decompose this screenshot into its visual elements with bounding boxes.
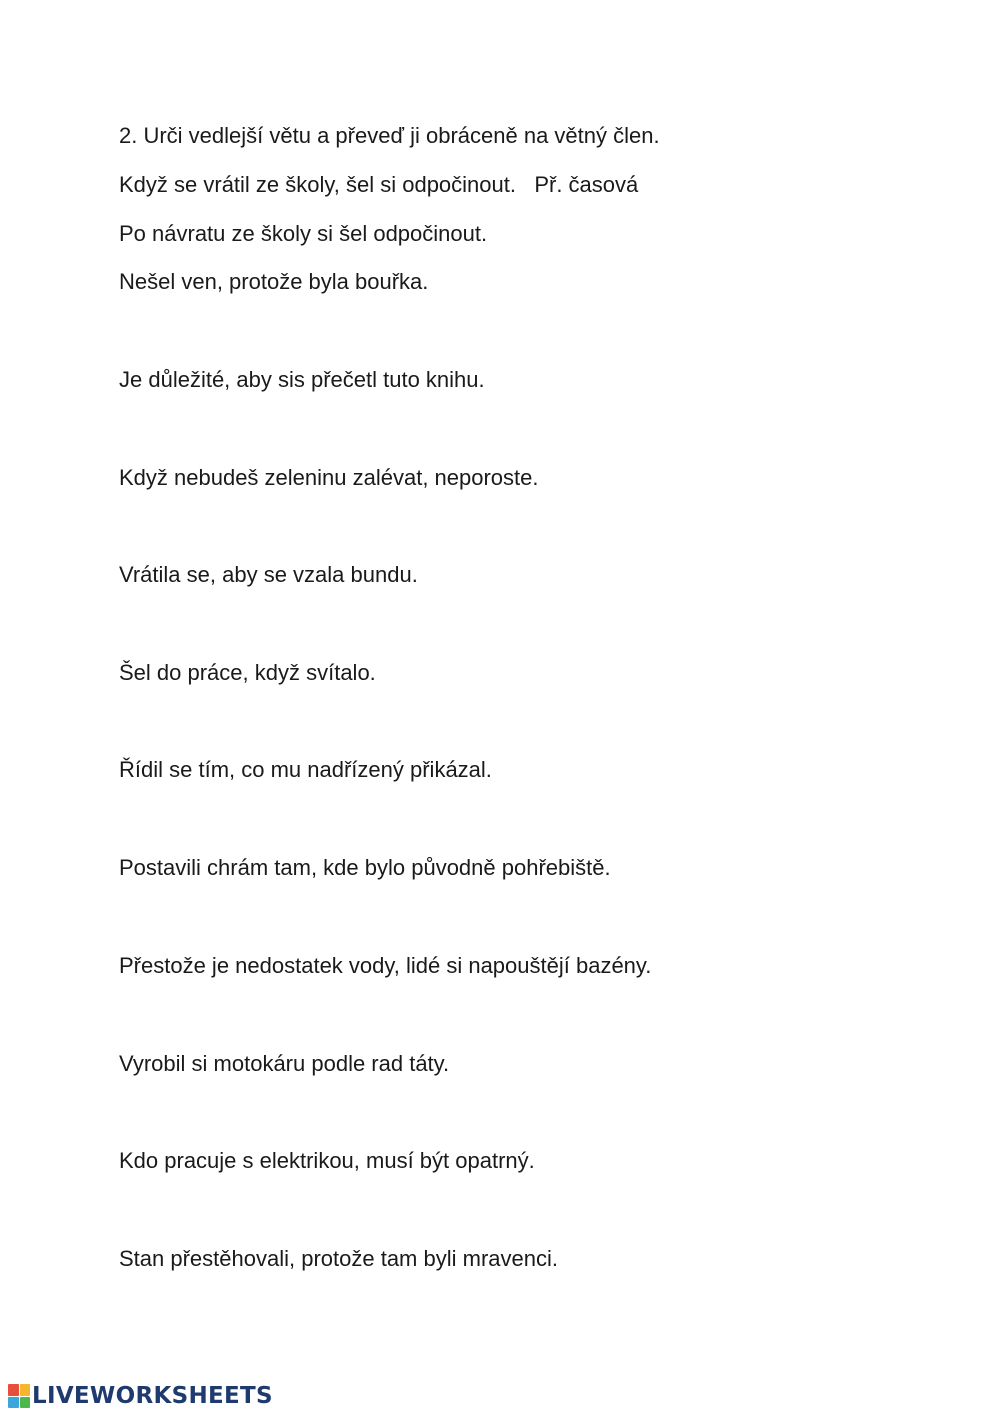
sentence-4: Vrátila se, aby se vzala bundu. [119, 562, 418, 587]
logo-square-3 [8, 1397, 19, 1409]
sentence-5: Šel do práce, když svítalo. [119, 660, 376, 685]
sentence-1: Nešel ven, protože byla bouřka. [119, 269, 429, 294]
liveworksheets-logo [8, 1381, 273, 1411]
logo-square-1 [8, 1384, 19, 1396]
exercise-heading: 2. Urči vedlejší větu a převeď ji obráceně na větný člen. [119, 123, 660, 148]
liveworksheets-logo-icon [8, 1384, 30, 1408]
example-sentence: Když se vrátil ze školy, šel si odpočinout. Př. časová [119, 172, 639, 197]
sentence-9: Vyrobil si motokáru podle rad táty. [119, 1051, 450, 1076]
sentence-6: Řídil se tím, co mu nadřízený přikázal. [119, 757, 492, 782]
sentence-10: Kdo pracuje s elektrikou, musí být opatrný. [119, 1148, 535, 1173]
sentence-8: Přestože je nedostatek vody, lidé si napouštějí bazény. [119, 953, 652, 978]
sentence-7: Postavili chrám tam, kde bylo původně pohřebiště. [119, 855, 611, 880]
sentence-3: Když nebudeš zeleninu zalévat, neporoste. [119, 465, 539, 490]
example-answer: Po návratu ze školy si šel odpočinout. [119, 221, 488, 246]
sentence-11: Stan přestěhovali, protože tam byli mravenci. [119, 1246, 558, 1271]
sentence-2: Je důležité, aby sis přečetl tuto knihu. [119, 367, 485, 392]
logo-square-4 [20, 1397, 31, 1409]
logo-text: LIVEWORKSHEETS [32, 1383, 273, 1409]
logo-square-2 [20, 1384, 31, 1396]
